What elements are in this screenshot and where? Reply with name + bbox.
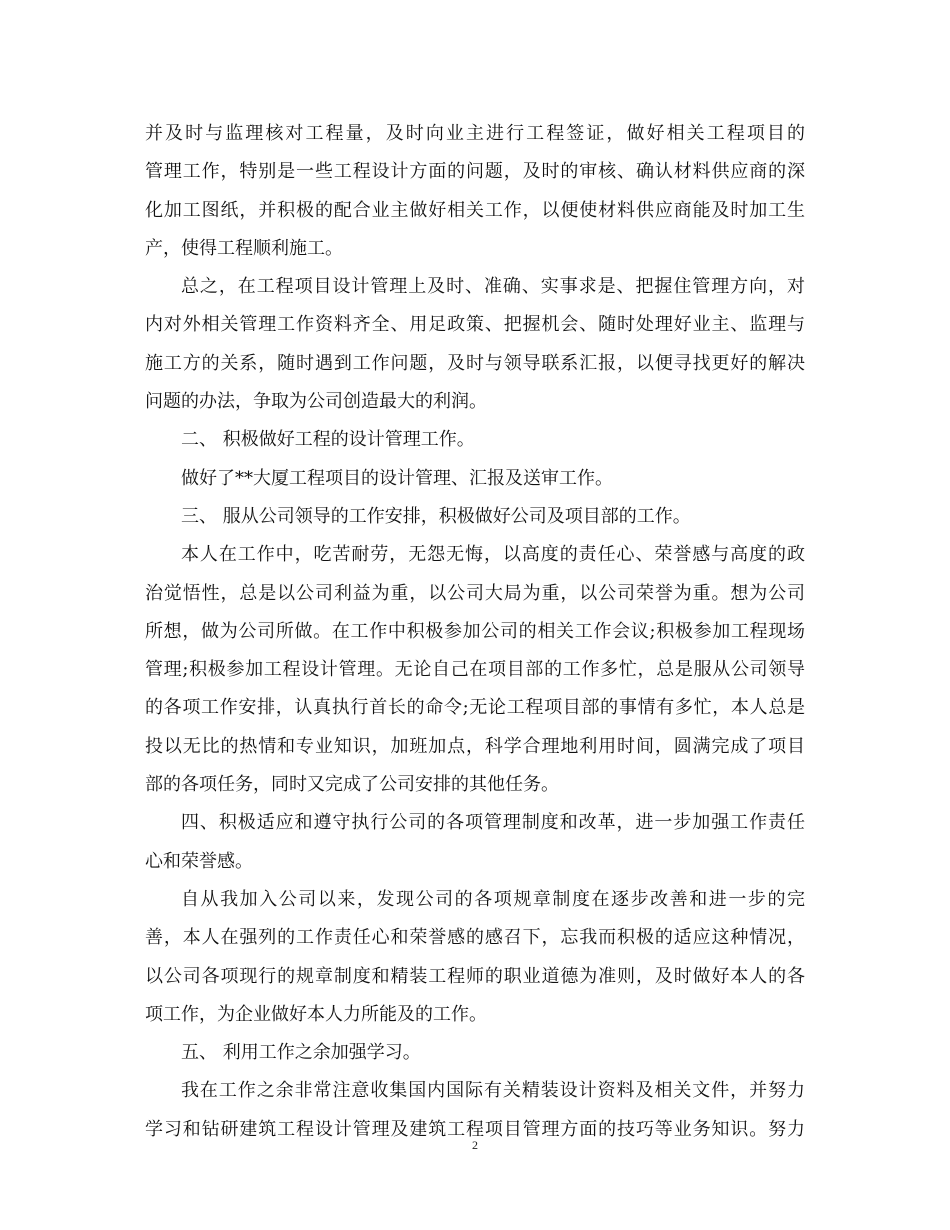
text-line: 做好了**大厦工程项目的设计管理、汇报及送审工作。 xyxy=(181,467,613,489)
text-line: 学习和钻研建筑工程设计管理及建筑工程项目管理方面的技巧等业务知识。努力 xyxy=(145,1118,805,1140)
text-line: 问题的办法，争取为公司创造最大的利润。 xyxy=(145,391,487,413)
text-line: 施工方的关系，随时遇到工作问题，及时与领导联系汇报，以便寻找更好的解决 xyxy=(145,352,805,374)
text-line: 的各项工作安排，认真执行首长的命令;无论工程项目部的事情有多忙，本人总是 xyxy=(145,697,805,719)
text-line: 所想，做为公司所做。在工作中积极参加公司的相关工作会议;积极参加工程现场 xyxy=(145,620,805,642)
text-line: 化加工图纸，并积极的配合业主做好相关工作，以便使材料供应商能及时加工生 xyxy=(145,199,805,221)
text-line: 总之，在工程项目设计管理上及时、准确、实事求是、把握住管理方向，对 xyxy=(181,276,805,298)
section-heading: 三、 服从公司领导的工作安排，积极做好公司及项目部的工作。 xyxy=(181,505,691,527)
text-line: 管理;积极参加工程设计管理。无论自己在项目部的工作多忙，总是服从公司领导 xyxy=(145,659,805,681)
section-heading: 四、积极适应和遵守执行公司的各项管理制度和改革，进一步加强工作责任 xyxy=(181,812,805,834)
text-line: 内对外相关管理工作资料齐全、用足政策、把握机会、随时处理好业主、监理与 xyxy=(145,314,805,336)
text-line: 部的各项任务，同时又完成了公司安排的其他任务。 xyxy=(145,774,559,796)
text-line: 投以无比的热情和专业知识，加班加点，科学合理地利用时间，圆满完成了项目 xyxy=(145,735,805,757)
text-line: 并及时与监理核对工程量，及时向业主进行工程签证，做好相关工程项目的 xyxy=(145,123,805,144)
text-line: 本人在工作中，吃苦耐劳，无怨无悔，以高度的责任心、荣誉感与高度的政 xyxy=(181,544,805,566)
section-heading: 五、 利用工作之余加强学习。 xyxy=(181,1042,421,1064)
text-line: 自从我加入公司以来，发现公司的各项规章制度在逐步改善和进一步的完 xyxy=(181,888,805,910)
document-body xyxy=(145,115,805,1149)
text-line: 项工作，为企业做好本人力所能及的工作。 xyxy=(145,1003,487,1025)
text-line: 管理工作，特别是一些工程设计方面的问题，及时的审核、确认材料供应商的深 xyxy=(145,161,805,183)
section-heading: 二、 积极做好工程的设计管理工作。 xyxy=(181,429,475,451)
text-line: 我在工作之余非常注意收集国内国际有关精装设计资料及相关文件，并努力 xyxy=(181,1080,805,1102)
text-line: 以公司各项现行的规章制度和精装工程师的职业道德为准则，及时做好本人的各 xyxy=(145,965,805,987)
page-number: 2 xyxy=(472,1138,478,1152)
text-line: 善，本人在强列的工作责任心和荣誉感的感召下，忘我而积极的适应这种情况， xyxy=(145,927,805,949)
text-line: 产，使得工程顺利施工。 xyxy=(145,237,343,259)
text-line: 治觉悟性，总是以公司利益为重，以公司大局为重，以公司荣誉为重。想为公司 xyxy=(145,582,805,604)
section-heading: 心和荣誉感。 xyxy=(145,850,253,872)
